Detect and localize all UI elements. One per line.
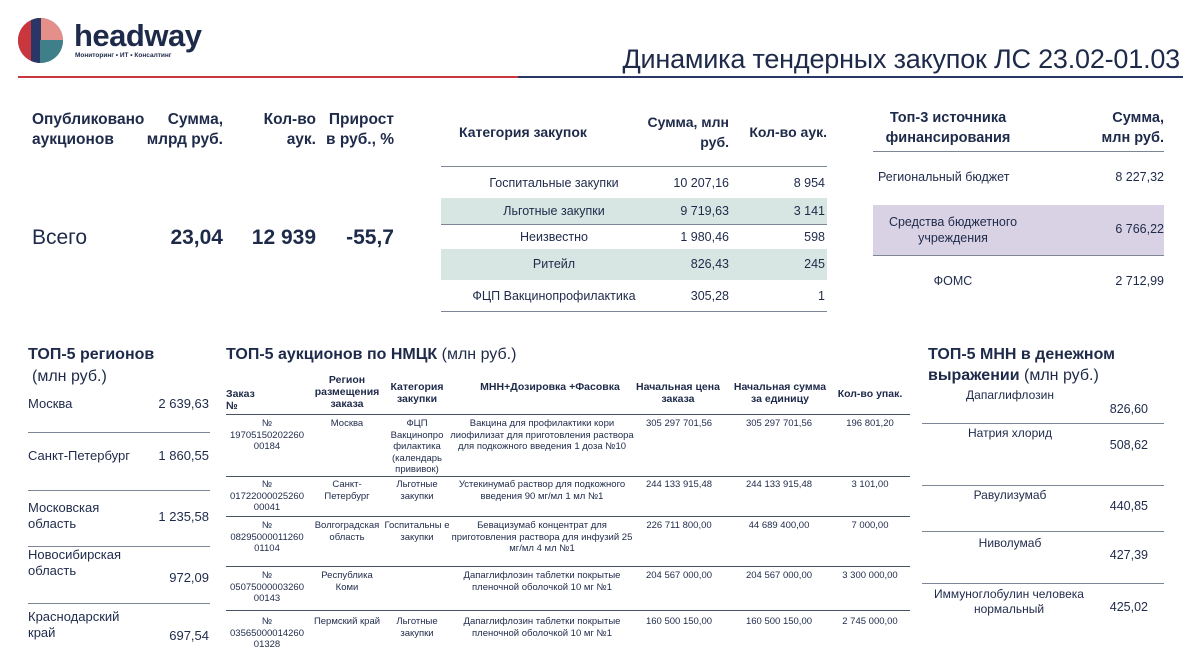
source-name: ФОМС [933, 274, 973, 288]
category-count: 245 [804, 257, 825, 271]
summary-header-published: Опубликовано аукционов [32, 111, 145, 148]
auction-region: Республика Коми [321, 570, 373, 593]
mnn-value: 508,62 [1109, 438, 1148, 452]
sources-row-divider [873, 255, 1164, 256]
mnn-value: 826,60 [1109, 402, 1148, 416]
category-sum: 10 207,16 [673, 176, 729, 190]
auction-qty: 3 101,00 [851, 479, 889, 490]
mnn-name: Равулизумаб [973, 488, 1047, 502]
auction-region: Санкт-Петербург [324, 479, 370, 502]
auction-category: Госпитальны е закупки [384, 520, 450, 543]
auction-header-region: Регион размещения заказа [314, 374, 380, 410]
auction-unit-price: 244 133 915,48 [745, 479, 813, 490]
mnn-divider [922, 423, 1164, 424]
source-sum: 2 712,99 [1115, 274, 1164, 288]
mnn-name: Иммуноглобулин человека нормальный [934, 587, 1084, 616]
auction-header-qty: Кол-во упак. [837, 388, 903, 400]
auction-order: № 08295000011260 01104 [230, 520, 304, 554]
region-divider [28, 432, 210, 433]
auction-mnn: Дапаглифлозин таблетки покрытые пленочной оболочкой 10 мг №1 [463, 570, 621, 593]
category-name: Ритейл [532, 257, 576, 271]
category-sum: 9 719,63 [680, 204, 729, 218]
auction-header-price: Начальная цена заказа [636, 381, 720, 405]
auction-mnn: Устекинумаб раствор для подкожного введения 90 мг/мл 1 мл №1 [458, 479, 626, 502]
auction-order: № 19705150202260 00184 [230, 418, 304, 452]
auction-header-category: Категория закупки [390, 381, 444, 405]
auction-row-divider [226, 476, 910, 477]
auction-qty: 7 000,00 [851, 520, 889, 531]
table-row [441, 198, 827, 224]
summary-total-count: 12 939 [251, 226, 316, 249]
table-row [441, 281, 827, 311]
mnn-divider [922, 583, 1164, 584]
mnn-title-suffix: (млн руб.) [1024, 367, 1099, 384]
auction-region: Москва [330, 418, 364, 429]
auction-unit-price: 44 689 400,00 [748, 520, 810, 531]
table-row [873, 162, 1164, 192]
region-value: 1 235,58 [158, 509, 209, 524]
summary-header-sum: Сумма, млрд руб. [146, 111, 223, 148]
sources-header-sum: Сумма, млн руб. [1101, 110, 1164, 146]
auction-qty: 3 300 000,00 [842, 570, 898, 581]
category-header-sum: Сумма, млн руб. [647, 114, 729, 150]
category-count: 598 [804, 230, 825, 244]
source-name: Региональный бюджет [878, 170, 1010, 184]
category-name: ФЦП Вакцинопрофилактика [472, 289, 636, 303]
auction-category: Льготные закупки [396, 616, 438, 639]
category-name: Льготные закупки [503, 204, 605, 218]
mnn-name: Дапаглифлозин [966, 388, 1054, 402]
category-sum: 305,28 [690, 289, 729, 303]
brand-tagline: Мониторинг • ИТ • Консалтинг [75, 52, 172, 59]
regions-title: ТОП-5 регионов [28, 346, 155, 363]
brand-logo-icon [18, 18, 63, 63]
page-title: Динамика тендерных закупок ЛС 23.02-01.03 [622, 44, 1180, 74]
category-count: 1 [818, 289, 825, 303]
summary-total-growth: -55,7 [346, 226, 394, 249]
region-name: Московская область [28, 500, 100, 531]
sources-header-name: Топ-3 источника финансирования [885, 110, 1011, 146]
auction-unit-price: 204 567 000,00 [745, 570, 813, 581]
category-sum: 826,43 [690, 257, 729, 271]
auction-price: 160 500 150,00 [645, 616, 713, 627]
table-row [441, 249, 827, 280]
brand-name: headway [74, 18, 202, 53]
table-row [873, 266, 1164, 296]
summary-total-sum: 23,04 [170, 226, 223, 249]
header-divider-navy [518, 76, 1183, 78]
region-name: Санкт-Петербург [28, 448, 130, 463]
auction-order: № 05075000003260 00143 [230, 570, 304, 604]
category-bottom-divider [441, 311, 827, 312]
region-name: Краснодарский край [28, 609, 120, 640]
mnn-title-text: выражении [928, 367, 1020, 384]
category-name: Госпитальные закупки [489, 176, 619, 190]
auction-header-unit: Начальная сумма за единицу [733, 381, 827, 405]
region-divider [28, 490, 210, 491]
auction-order: № 03565000014260 01328 [230, 616, 304, 650]
auction-price: 244 133 915,48 [645, 479, 713, 490]
mnn-value: 440,85 [1109, 499, 1148, 513]
source-sum: 8 227,32 [1115, 170, 1164, 184]
auction-mnn: Дапаглифлозин таблетки покрытые пленочной оболочкой 10 мг №1 [463, 616, 621, 639]
auction-qty: 196 801,20 [846, 418, 894, 429]
summary-header-growth: Прирост в руб., % [326, 111, 394, 148]
summary-total-label: Всего [32, 226, 88, 249]
category-header-name: Категория закупок [459, 124, 587, 140]
category-count: 8 954 [793, 176, 825, 190]
auction-unit-price: 160 500 150,00 [745, 616, 813, 627]
category-name: Неизвестно [520, 230, 588, 244]
mnn-title: ТОП-5 МНН в денежном [928, 346, 1115, 363]
region-value: 1 860,55 [158, 448, 209, 463]
auction-mnn: Бевацизумаб концентрат для приготовления раствора для инфузий 25 мг/мл 4 мл №1 [451, 520, 633, 554]
auction-category: Льготные закупки [396, 479, 438, 502]
auction-qty: 2 745 000,00 [842, 616, 898, 627]
auctions-title-suffix: (млн руб.) [441, 346, 517, 363]
mnn-name: Ниволумаб [978, 536, 1042, 550]
mnn-value: 425,02 [1109, 600, 1148, 614]
auction-price: 204 567 000,00 [645, 570, 713, 581]
auction-unit-price: 305 297 701,56 [745, 418, 813, 429]
auction-row-divider [226, 610, 910, 611]
auction-price: 226 711 800,00 [646, 520, 712, 531]
auction-header-mnn: МНН+Дозировка +Фасовка [480, 381, 620, 393]
auctions-title-text: ТОП-5 аукционов по НМЦК [226, 346, 438, 363]
mnn-name: Натрия хлорид [968, 426, 1052, 440]
category-header-divider [441, 166, 827, 167]
region-value: 2 639,63 [158, 396, 209, 411]
auction-category: ФЦП Вакцинопро филактика (календарь прививок) [390, 418, 444, 475]
region-value: 972,09 [169, 570, 209, 585]
auction-region: Пермский край [313, 616, 381, 627]
source-name: Средства бюджетного учреждения [888, 215, 1018, 245]
category-header-count: Кол-во аук. [749, 124, 827, 140]
region-divider [28, 603, 210, 604]
category-count: 3 141 [793, 204, 825, 218]
summary-header-count: Кол-во аук. [263, 111, 316, 148]
regions-subtitle: (млн руб.) [32, 368, 107, 385]
auction-price: 305 297 701,56 [645, 418, 713, 429]
table-row [441, 225, 827, 249]
table-row [441, 168, 827, 198]
category-sum: 1 980,46 [680, 230, 729, 244]
mnn-divider [922, 485, 1164, 486]
mnn-value: 427,39 [1109, 548, 1148, 562]
auction-order: № 01722000025260 00041 [230, 479, 304, 513]
mnn-divider [922, 531, 1164, 532]
auction-region: Волгоградская область [314, 520, 380, 543]
auction-row-divider [226, 566, 910, 567]
header-divider-red [18, 76, 518, 78]
mnn-title-line2 [928, 365, 1099, 386]
auction-header-order: Заказ № [226, 388, 255, 412]
auctions-title [226, 344, 516, 365]
auction-row-divider [226, 516, 910, 517]
source-sum: 6 766,22 [1115, 222, 1164, 236]
sources-header-divider [873, 151, 1164, 152]
auction-header-divider [226, 414, 910, 415]
table-row [873, 205, 1164, 255]
auction-mnn: Вакцина для профилактики кори лиофилизат для приготовления раствора для подкожного введения 1 доза №10 [450, 418, 634, 452]
region-name: Москва [28, 396, 73, 411]
region-name: Новосибирская область [28, 547, 122, 578]
region-value: 697,54 [169, 628, 209, 643]
